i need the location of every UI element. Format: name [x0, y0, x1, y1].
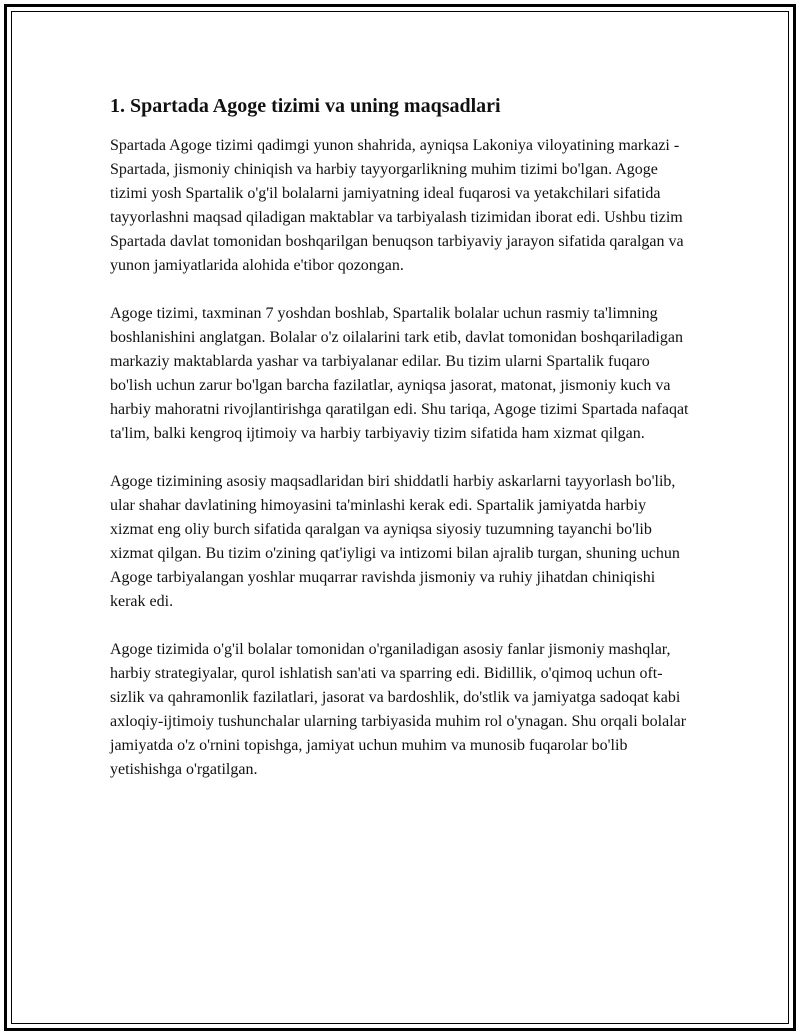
- paragraph-1: Spartada Agoge tizimi qadimgi yunon shahrida, ayniqsa Lakoniya viloyatining markazi - Spartada, jismoniy chiniqish va harbiy tayyorgarlikning muhim tizimi bo'lgan. Agoge tizimi yosh Spartalik o'g'il bolalarni jamiyatning ideal fuqarosi va yetakchilari sifatida tayyorlashni maqsad qiladigan maktablar va tarbiyalash tizimidan iborat edi. Ushbu tizim Spartada davlat tomonidan boshqarilgan benuqson tarbiyaviy jarayon sifatida qaralgan va yunon jamiyatlarida alohida e'tibor qozongan.: [110, 137, 684, 274]
- paragraph-3: Agoge tizimining asosiy maqsadlaridan biri shiddatli harbiy askarlarni tayyorlash bo'lib, ular shahar davlatining himoyasini ta'minlashi kerak edi. Spartalik jamiyatda harbiy xizmat eng oliy burch sifatida qaralgan va ayniqsa siyosiy tuzumning tayanchi bo'lib xizmat qilgan. Bu tizim o'zining qat'iyligi va intizomi bilan ajralib turgan, shuning uchun Agoge tarbiyalangan yoshlar muqarrar ravishda jismoniy va ruhiy jihatdan chiniqishi kerak edi.: [110, 473, 680, 610]
- document-body: [110, 92, 690, 806]
- section-heading: 1. Spartada Agoge tizimi va uning maqsadlari: [110, 95, 501, 117]
- paragraph-4: Agoge tizimida o'g'il bolalar tomonidan o'rganiladigan asosiy fanlar jismoniy mashqlar, harbiy strategiyalar, qurol ishlatish san'ati va sparring edi. Bidillik, o'qimoq uchun oft-sizlik va qahramonlik fazilatlari, jasorat va bardoshlik, do'stlik va jamiyatga sadoqat kabi axloqiy-ijtimoiy tushunchalar ularning tarbiyasida muhim rol o'ynagan. Shu orqali bolalar jamiyatda o'z o'rnini topishga, jamiyat uchun muhim va munosib fuqarolar bo'lib yetishishga o'rgatilgan.: [110, 641, 687, 778]
- paragraph-2: Agoge tizimi, taxminan 7 yoshdan boshlab, Spartalik bolalar uchun rasmiy ta'limning boshlanishini anglatgan. Bolalar o'z oilalarini tark etib, davlat tomonidan boshqariladigan markaziy maktablarda yashar va tarbiyalanar edilar. Bu tizim ularni Spartalik fuqaro bo'lish uchun zarur bo'lgan barcha fazilatlar, ayniqsa jasorat, matonat, jismoniy kuch va harbiy mahoratni rivojlantirishga qaratilgan edi. Shu tariqa, Agoge tizimi Spartada nafaqat ta'lim, balki kengroq ijtimoiy va harbiy tarbiyaviy tizim sifatida ham xizmat qilgan.: [110, 305, 689, 442]
